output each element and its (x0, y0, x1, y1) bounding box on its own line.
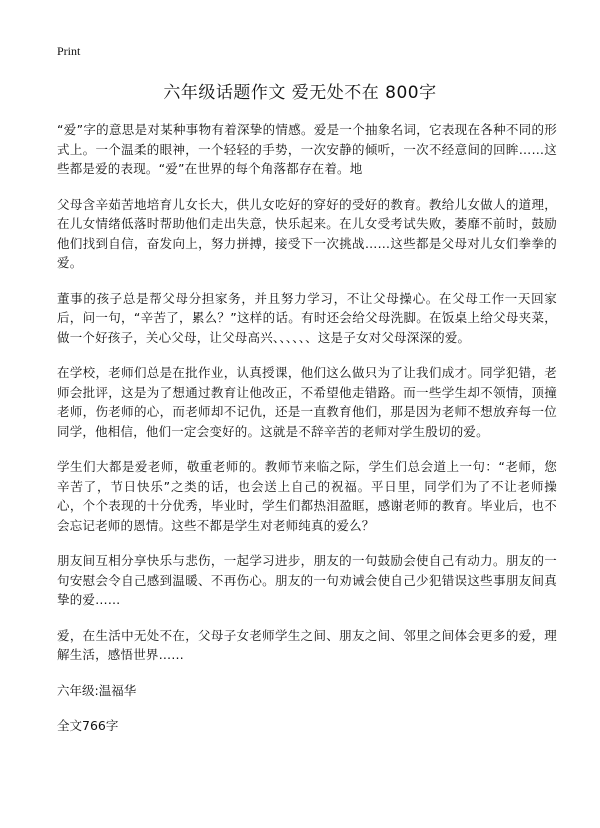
paragraph-teachers: 在学校，老师们总是在批作业，认真授课，他们这么做只为了让我们成才。同学犯错，老师会批评，这是为了想通过教育让他改正，不希望他走错路。而一些学生却不领情，顶撞老师，伤老师的心，而老师却不记仇，还是一直教育他们，那是因为老师不想放弃每一位同学，他相信，他们一定会变好的。这就是不辞辛苦的老师对学生殷切的爱。 (57, 365, 557, 439)
article-body (57, 120, 557, 752)
paragraph-conclusion: 爱，在生活中无处不在，父母子女老师学生之间、朋友之间、邻里之间体会更多的爱，理解生活，感悟世界…… (57, 627, 557, 662)
paragraph-friends: 朋友间互相分享快乐与悲伤，一起学习进步，朋友的一句鼓励会使自己有动力。朋友的一句安慰会令自己感到温暖、不再伤心。朋友的一句劝诫会使自己少犯错误这些事朋友间真挚的爱…… (57, 553, 557, 607)
paragraph-definition: “爱”字的意思是对某种事物有着深挚的情感。爱是一个抽象名词，它表现在各种不同的形式上。一个温柔的眼神，一个轻轻的手势，一次安静的倾听，一次不经意间的回眸……这些都是爱的表现。“爱”在世界的每个角落都存在着。地 (57, 122, 557, 176)
word-count: 全文766字 (57, 718, 119, 733)
paragraph-children: 董事的孩子总是帮父母分担家务，并且努力学习，不让父母操心。在父母工作一天回家后，问一句，“辛苦了，累么？”这样的话。有时还会给父母洗脚。在饭桌上给父母夹菜，做一个好孩子，关心父母，让父母高兴、、、、、、这是子女对父母深深的爱。 (57, 290, 557, 345)
article-title: 六年级话题作文 爱无处不在 800字 (163, 83, 437, 103)
paragraph-students: 学生们大都是爱老师，敬重老师的。教师节来临之际，学生们总会道上一句：“老师，您辛苦了，节日快乐”之类的话，也会送上自己的祝福。平日里，同学们为了不让老师操心，个个表现的十分优秀，毕业时，学生们都热泪盈眶，感谢老师的教育。毕业后，也不会忘记老师的恩情。这些不都是学生对老师纯真的爱么？ (57, 459, 557, 533)
author-line: 六年级:温福华 (57, 682, 137, 698)
paragraph-parents: 父母含辛茹苦地培育儿女长大，供儿女吃好的穿好的受好的教育。教给儿女做人的道理，在儿女情绪低落时帮助他们走出失意，快乐起来。在儿女受考试失败，萎靡不前时，鼓励他们找到自信，奋发向上，努力拼搏，接受下一次挑战……这些都是父母对儿女们拳拳的爱。 (57, 196, 557, 270)
print-link[interactable]: Print (57, 44, 81, 58)
